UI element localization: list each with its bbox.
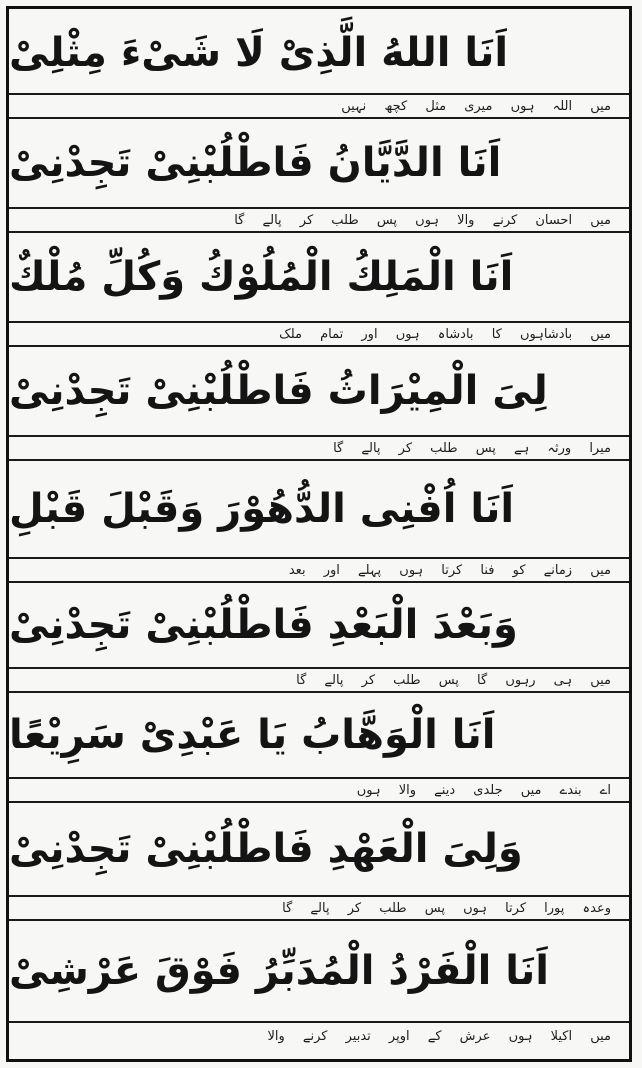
arabic-verse-3: اَنَا الْمَلِكُ الْمُلُوْكُ وَكُلِّ مُلْكٌ: [9, 254, 514, 300]
arabic-verse-7: اَنَا الْوَهَّابُ یَا عَبْدِیْ سَرِیْعًا: [9, 712, 496, 758]
urdu-translation-3: میں بادشاہوں کا بادشاہ ہوں اور تمام ملک: [9, 321, 629, 347]
arabic-verse-1: اَنَا اللهُ الَّذِیْ لَا شَیْءَ مِثْلِیْ: [9, 30, 509, 76]
urdu-translation-4: میرا ورثہ ہے پس طلب کر پالے گا: [9, 435, 629, 461]
arabic-verse-9: اَنَا الْفَرْدُ الْمُدَبِّرُ فَوْقَ عَرْشِیْ: [9, 948, 549, 994]
arabic-verse-2: اَنَا الدَّیَّانُ فَاطْلُبْنِیْ تَجِدْنِیْ: [9, 140, 502, 186]
page-border-frame: [6, 6, 632, 1062]
arabic-verse-8: وَلِیَ الْعَهْدِ فَاطْلُبْنِیْ تَجِدْنِیْ: [9, 826, 523, 872]
urdu-translation-7: اے بندے میں جلدی دینے والا ہوں: [9, 777, 629, 803]
arabic-verse-5: اَنَا اُفْنِی الدُّهُوْرَ وَقَبْلَ قَبْلِ: [9, 486, 515, 532]
arabic-verse-6: وَبَعْدَ الْبَعْدِ فَاطْلُبْنِیْ تَجِدْنِیْ: [9, 602, 518, 648]
urdu-translation-5: میں زمانے کو فنا کرتا ہوں پہلے اور بعد: [9, 557, 629, 583]
urdu-translation-9: میں اکیلا ہوں عرش کے اوپر تدبیر کرنے والا: [9, 1021, 629, 1049]
urdu-translation-1: میں اللہ ہوں میری مثل کچھ نہیں: [9, 93, 629, 119]
urdu-translation-8: وعدہ پورا کرتا ہوں پس طلب کر پالے گا: [9, 895, 629, 921]
urdu-translation-2: میں احسان کرنے والا ہوں پس طلب کر پالے گا: [9, 207, 629, 233]
arabic-verse-4: لِیَ الْمِیْرَاثُ فَاطْلُبْنِیْ تَجِدْنِیْ: [9, 368, 548, 414]
urdu-translation-6: میں ہی رہوں گا پس طلب کر پالے گا: [9, 667, 629, 693]
